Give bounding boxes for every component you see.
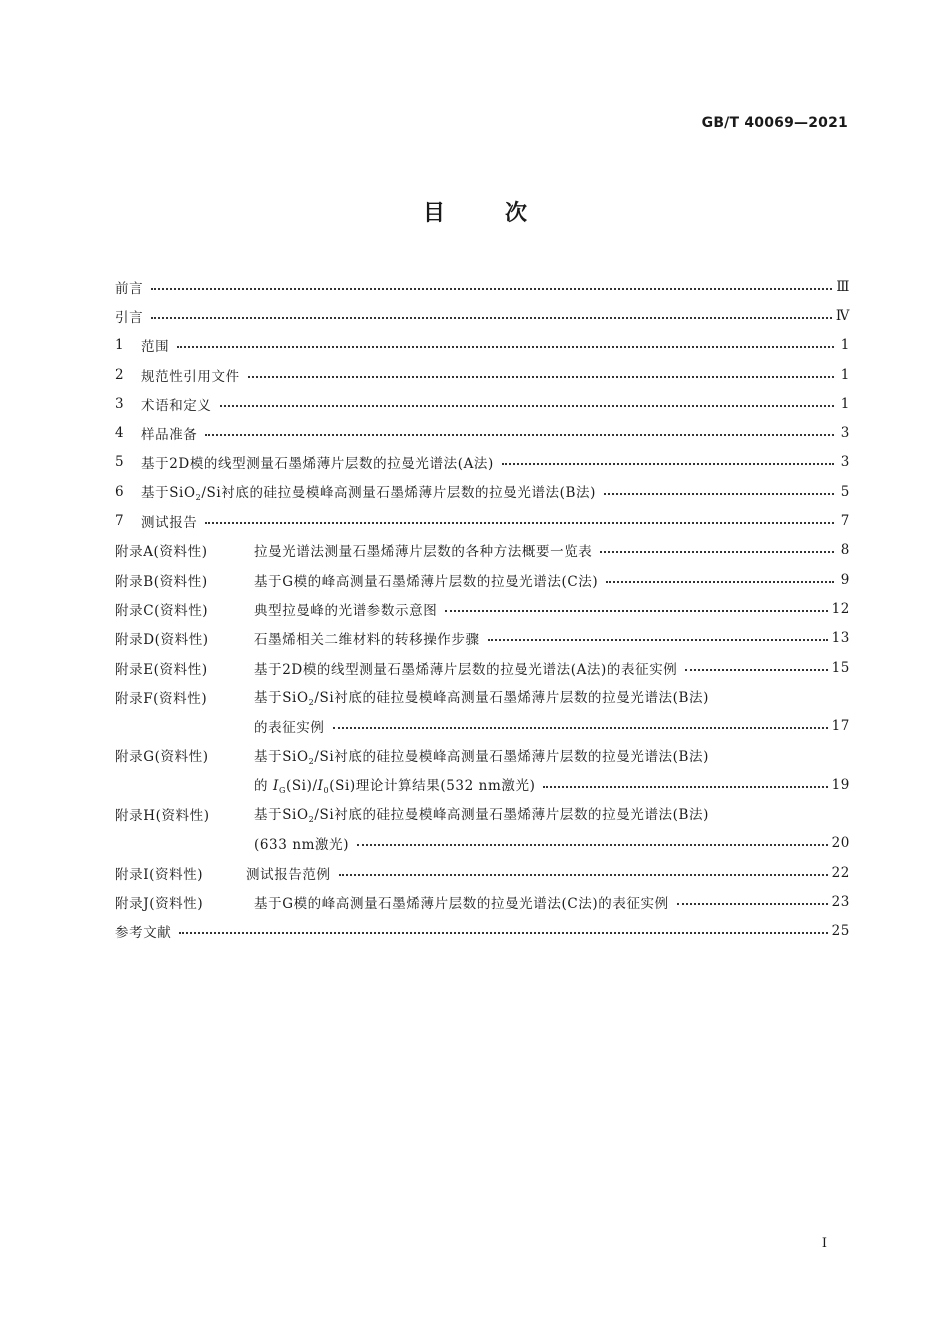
text-part: /Si衬底的硅拉曼模峰高测量石墨烯薄片层数的拉曼光谱法(B法) <box>314 807 710 824</box>
table-of-contents <box>115 272 850 946</box>
dot-leader <box>677 903 828 905</box>
toc-entry-text: 典型拉曼峰的光谱参数示意图 <box>254 602 438 619</box>
italic-symbol: I <box>273 778 279 795</box>
title-char-2: 次 <box>505 201 528 226</box>
appendix-label: 附录G(资料性) <box>115 749 209 766</box>
dot-leader <box>357 844 828 846</box>
appendix-label: 附录A(资料性) <box>115 544 208 561</box>
dot-leader <box>339 874 828 876</box>
page-title <box>0 196 950 227</box>
dot-leader <box>248 376 834 378</box>
toc-entry-text: 基于G模的峰高测量石墨烯薄片层数的拉曼光谱法(C法) <box>254 573 599 590</box>
toc-entry-page: 13 <box>831 630 850 647</box>
toc-entry-text: 基于G模的峰高测量石墨烯薄片层数的拉曼光谱法(C法)的表征实例 <box>254 895 669 912</box>
appendix-label: 附录F(资料性) <box>115 690 208 707</box>
toc-entry-text: 拉曼光谱法测量石墨烯薄片层数的各种方法概要一览表 <box>254 544 593 561</box>
toc-entry-3[interactable] <box>115 389 850 418</box>
toc-entry-appendix-h-cont[interactable] <box>115 829 850 858</box>
toc-entry-appendix-f[interactable] <box>115 682 850 711</box>
toc-entry-page: 1 <box>840 395 850 412</box>
dot-leader <box>543 786 827 788</box>
toc-entry-text: 范围 <box>141 339 170 356</box>
dot-leader <box>205 522 834 524</box>
text-part: /Si衬底的硅拉曼模峰高测量石墨烯薄片层数的拉曼光谱法(B法) <box>201 485 597 502</box>
toc-entry-text <box>141 481 596 502</box>
toc-entry-number: 5 <box>115 454 125 471</box>
toc-entry-2[interactable] <box>115 360 850 389</box>
dot-leader <box>606 581 834 583</box>
dot-leader <box>151 317 832 319</box>
dot-leader <box>604 493 834 495</box>
subscript: 2 <box>308 698 315 708</box>
toc-entry-appendix-d[interactable] <box>115 624 850 653</box>
toc-entry-number: 4 <box>115 425 125 442</box>
standard-number: GB/T 40069—2021 <box>701 115 848 131</box>
appendix-label: 附录I(资料性) <box>115 866 204 883</box>
toc-entry-appendix-c[interactable] <box>115 594 850 623</box>
toc-entry-page: 7 <box>840 513 850 530</box>
toc-entry-introduction[interactable] <box>115 301 850 330</box>
dot-leader <box>179 932 827 934</box>
toc-entry-page: 19 <box>831 776 850 793</box>
toc-entry-page: Ⅳ <box>835 307 850 324</box>
toc-entry-appendix-e[interactable] <box>115 653 850 682</box>
dot-leader <box>333 727 828 729</box>
toc-entry-text: 基于2D模的线型测量石墨烯薄片层数的拉曼光谱法(A法) <box>141 456 494 473</box>
toc-entry-text <box>254 803 709 824</box>
toc-entry-appendix-g[interactable] <box>115 741 850 770</box>
toc-entry-page: 17 <box>831 718 850 735</box>
toc-entry-appendix-j[interactable] <box>115 887 850 916</box>
dot-leader <box>685 669 827 671</box>
toc-entry-page: 1 <box>840 366 850 383</box>
subscript: 2 <box>308 756 315 766</box>
toc-entry-appendix-a[interactable] <box>115 536 850 565</box>
toc-entry-text: (633 nm激光) <box>254 837 350 854</box>
text-part: /Si衬底的硅拉曼模峰高测量石墨烯薄片层数的拉曼光谱法(B法) <box>314 748 710 765</box>
text-part: 基于SiO <box>254 748 309 765</box>
toc-entry-page: 5 <box>840 483 850 500</box>
subscript: 2 <box>308 815 315 825</box>
toc-entry-text <box>254 745 709 766</box>
toc-entry-number: 2 <box>115 366 125 383</box>
toc-entry-page: 20 <box>831 835 850 852</box>
dot-leader <box>151 288 832 290</box>
toc-entry-text: 前言 <box>115 280 144 297</box>
toc-entry-7[interactable] <box>115 506 850 535</box>
toc-entry-appendix-i[interactable] <box>115 858 850 887</box>
toc-entry-number: 6 <box>115 483 125 500</box>
toc-entry-page: 25 <box>831 923 850 940</box>
toc-entry-text: 样品准备 <box>141 427 198 444</box>
toc-entry-text: 规范性引用文件 <box>141 368 240 385</box>
appendix-label: 附录C(资料性) <box>115 602 209 619</box>
toc-entry-page: Ⅲ <box>836 278 850 295</box>
text-part: 基于SiO <box>141 485 196 502</box>
toc-entry-page: 3 <box>840 425 850 442</box>
toc-entry-text: 基于2D模的线型测量石墨烯薄片层数的拉曼光谱法(A法)的表征实例 <box>254 661 678 678</box>
subscript: 2 <box>195 493 202 503</box>
title-char-1: 目 <box>422 201 445 226</box>
toc-entry-5[interactable] <box>115 448 850 477</box>
text-part: 基于SiO <box>254 807 309 824</box>
dot-leader <box>177 346 834 348</box>
toc-entry-appendix-b[interactable] <box>115 565 850 594</box>
appendix-label: 附录H(资料性) <box>115 807 210 824</box>
text-part: 基于SiO <box>254 690 309 707</box>
toc-entry-page: 9 <box>840 571 850 588</box>
toc-entry-text: 石墨烯相关二维材料的转移操作步骤 <box>254 632 480 649</box>
toc-entry-text <box>254 774 535 795</box>
subscript: G <box>278 786 286 796</box>
toc-entry-page: 12 <box>831 600 850 617</box>
text-part: /Si衬底的硅拉曼模峰高测量石墨烯薄片层数的拉曼光谱法(B法) <box>314 690 710 707</box>
toc-entry-page: 1 <box>840 337 850 354</box>
dot-leader <box>488 639 828 641</box>
toc-entry-number: 1 <box>115 337 125 354</box>
italic-symbol: I <box>317 778 324 795</box>
toc-entry-4[interactable] <box>115 418 850 447</box>
toc-entry-text: 引言 <box>115 309 144 326</box>
toc-entry-page: 23 <box>831 893 850 910</box>
toc-entry-page: 3 <box>840 454 850 471</box>
toc-entry-page: 15 <box>831 659 850 676</box>
toc-entry-text: 的表征实例 <box>254 720 325 737</box>
dot-leader <box>205 434 834 436</box>
toc-entry-number: 7 <box>115 513 125 530</box>
toc-entry-number: 3 <box>115 395 125 412</box>
toc-entry-appendix-g-cont[interactable] <box>115 770 850 799</box>
toc-entry-appendix-f-cont[interactable] <box>115 711 850 740</box>
toc-entry-foreword[interactable] <box>115 272 850 301</box>
dot-leader <box>502 463 834 465</box>
toc-entry-text: 测试报告范例 <box>246 866 331 883</box>
toc-entry-text <box>254 686 709 707</box>
toc-entry-bibliography[interactable] <box>115 917 850 946</box>
appendix-label: 附录D(资料性) <box>115 632 209 649</box>
appendix-label: 附录E(资料性) <box>115 661 208 678</box>
toc-entry-appendix-h[interactable] <box>115 799 850 828</box>
toc-entry-1[interactable] <box>115 331 850 360</box>
appendix-label: 附录J(资料性) <box>115 895 204 912</box>
toc-entry-text: 参考文献 <box>115 925 172 942</box>
toc-entry-page: 22 <box>831 864 850 881</box>
dot-leader <box>445 610 827 612</box>
dot-leader <box>600 551 834 553</box>
text-part: 的 <box>254 778 269 795</box>
toc-entry-text: 术语和定义 <box>141 397 212 414</box>
dot-leader <box>220 405 835 407</box>
toc-entry-6[interactable] <box>115 477 850 506</box>
subscript: 0 <box>323 786 330 796</box>
toc-entry-text: 测试报告 <box>141 515 198 532</box>
text-part: (Si)理论计算结果(532 nm激光) <box>329 778 536 795</box>
footer-page-number: I <box>821 1236 827 1251</box>
appendix-label: 附录B(资料性) <box>115 573 208 590</box>
toc-entry-page: 8 <box>840 542 850 559</box>
text-part: (Si)/ <box>285 778 318 795</box>
